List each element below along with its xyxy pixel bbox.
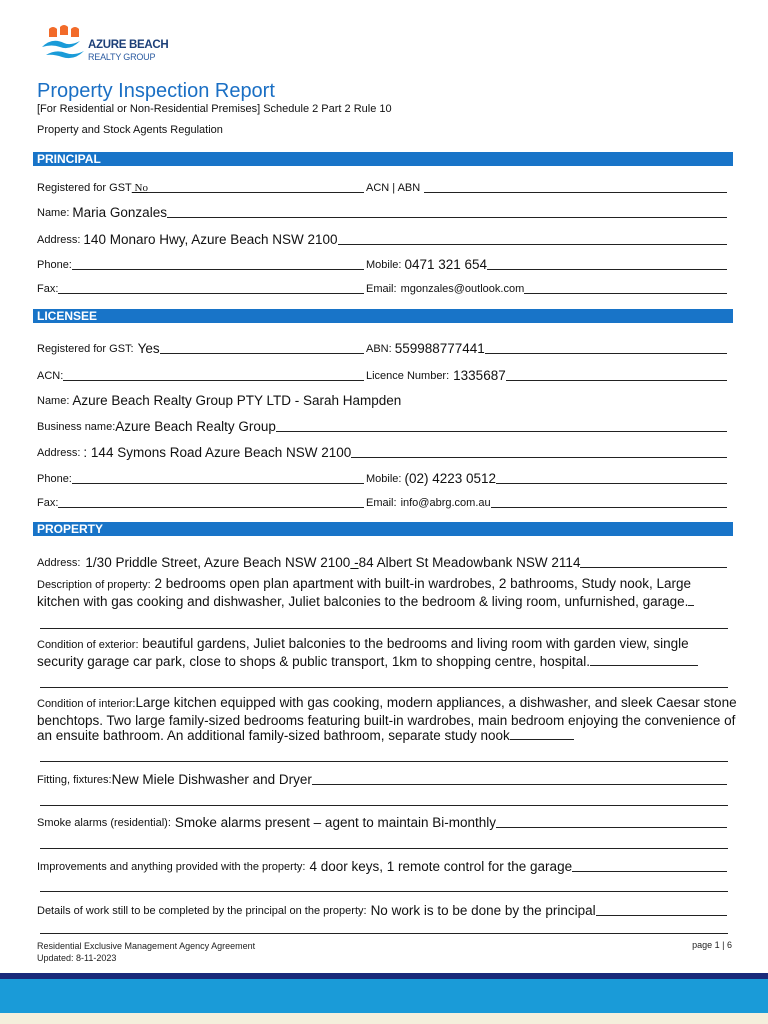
section-heading-principal: PRINCIPAL [33, 152, 733, 166]
field-label: Fitting, fixtures: [37, 774, 112, 786]
property-smoke-alarms-field[interactable] [37, 810, 727, 830]
property-work-field[interactable] [37, 898, 727, 918]
field-value: Maria Gonzales [72, 205, 167, 220]
blank-line [40, 891, 728, 892]
field-label: Improvements and anything provided with the property: [37, 861, 306, 873]
company-logo [40, 25, 169, 65]
principal-fax-field[interactable] [37, 276, 364, 296]
field-label: Address: [37, 557, 81, 569]
property-improvements-field[interactable] [37, 854, 727, 874]
licensee-business-name-field[interactable] [37, 414, 727, 434]
principal-acn-abn-field[interactable] [366, 175, 727, 195]
footer-agreement-name: Residential Exclusive Management Agency Agreement [37, 941, 256, 951]
logo-wordmark: AZURE BEACH [88, 39, 169, 51]
field-label: Smoke alarms (residential): [37, 817, 171, 829]
field-value: 0471 321 654 [404, 257, 488, 272]
principal-email-field[interactable] [366, 276, 727, 296]
blank-line [40, 687, 728, 688]
footer-updated-date: Updated: 8-11-2023 [37, 953, 117, 963]
field-label: Mobile: [366, 473, 402, 485]
blank-line [40, 805, 728, 806]
field-label: Fax: [37, 497, 59, 509]
field-label: Phone: [37, 259, 72, 271]
field-value: Yes [137, 341, 160, 356]
field-value-separator: - [350, 555, 359, 570]
field-label: Name: [37, 395, 70, 407]
section-heading-property: PROPERTY [33, 522, 733, 536]
field-label: Email: [366, 497, 397, 509]
field-label: Address: [37, 234, 81, 246]
field-value: 4 door keys, 1 remote control for the garage [309, 859, 573, 874]
principal-mobile-field[interactable] [366, 252, 727, 272]
field-value: No [134, 182, 148, 194]
page-subtitle: [For Residential or Non-Residential Premises] Schedule 2 Part 2 Rule 10 [37, 103, 392, 115]
field-value: Azure Beach Realty Group [115, 419, 276, 434]
blank-line [40, 848, 728, 849]
footer-page-number: page 1 | 6 [692, 940, 732, 950]
licensee-licence-number-field[interactable] [366, 363, 727, 383]
beach-logo-icon [40, 25, 88, 65]
field-label: Description of property: [37, 579, 151, 591]
field-value: 2 bedrooms open plan apartment with built-in wardrobes, 2 bathrooms, Study nook, Large kitchen with gas cooking and dishwasher, Juliet balconies to the bedroom & living room, unfurnished, garage. [37, 576, 692, 609]
field-value: beautiful gardens, Juliet balconies to the bedrooms and living room with garden view, single security garage car park, close to shops & public transport, 1km to shopping centre, hospital. [37, 636, 689, 669]
blank-line [40, 628, 728, 629]
licensee-email-field[interactable] [366, 490, 727, 510]
licensee-name-field[interactable] [37, 388, 401, 408]
footer-document-info [37, 940, 255, 964]
field-value-secondary: 84 Albert St Meadowbank NSW 2114 [358, 555, 581, 570]
field-label: Fax: [37, 283, 59, 295]
licensee-address-field[interactable] [37, 440, 727, 460]
principal-name-field[interactable] [37, 200, 727, 220]
field-value: mgonzales@outlook.com [400, 283, 525, 295]
field-label: Condition of interior: [37, 698, 136, 710]
section-heading-licensee: LICENSEE [33, 309, 733, 323]
field-label: Mobile: [366, 259, 402, 271]
licensee-fax-field[interactable] [37, 490, 364, 510]
field-label: ABN: [366, 343, 392, 355]
field-label: ACN | ABN [366, 182, 421, 194]
blank-line [40, 933, 728, 934]
licensee-mobile-field[interactable] [366, 466, 727, 486]
footer-stripe-sand [0, 1013, 768, 1024]
licensee-phone-field[interactable] [37, 466, 364, 486]
property-exterior-field[interactable] [37, 636, 737, 669]
field-value: info@abrg.com.au [400, 497, 491, 509]
property-address-field[interactable] [37, 550, 727, 570]
field-label: Business name: [37, 421, 116, 433]
field-value: 1335687 [453, 368, 506, 383]
licensee-gst-field[interactable] [37, 336, 364, 356]
page-subtitle-regulation: Property and Stock Agents Regulation [37, 124, 223, 136]
field-value: : 144 Symons Road Azure Beach NSW 2100 [83, 445, 352, 460]
field-value: Large kitchen equipped with gas cooking, modern appliances, a dishwasher, and sleek Caesar stone benchtops. Two large family-sized bedrooms featuring built-in wardrobes, main bedroom enjoying the convenience of an ensuite bathroom. An additional family-sized bathroom, separate study nook [37, 695, 737, 743]
field-label: Registered for GST [37, 182, 132, 194]
property-description-field[interactable] [37, 576, 737, 609]
field-label: Address: [37, 447, 81, 459]
field-value: New Miele Dishwasher and Dryer [111, 772, 312, 787]
page-title: Property Inspection Report [37, 80, 275, 102]
property-interior-field[interactable] [37, 695, 737, 744]
licensee-abn-field[interactable] [366, 336, 727, 356]
field-label: Registered for GST: [37, 343, 134, 355]
field-label: Details of work still to be completed by the principal on the property: [37, 905, 367, 917]
principal-phone-field[interactable] [37, 252, 364, 272]
field-value: (02) 4223 0512 [404, 471, 497, 486]
field-value: Azure Beach Realty Group PTY LTD - Sarah Hampden [72, 393, 402, 408]
field-value: 559988777441 [394, 341, 485, 356]
field-value: No work is to be done by the principal [370, 903, 596, 918]
field-label: Licence Number: [366, 370, 450, 382]
field-value: Smoke alarms present – agent to maintain Bi-monthly [174, 815, 497, 830]
principal-address-field[interactable] [37, 227, 727, 247]
field-value: 1/30 Priddle Street, Azure Beach NSW 2100 [85, 555, 351, 570]
licensee-acn-field[interactable] [37, 363, 364, 383]
blank-line [40, 761, 728, 762]
field-value: 140 Monaro Hwy, Azure Beach NSW 2100 [83, 232, 338, 247]
field-label: ACN: [37, 370, 64, 382]
field-label: Phone: [37, 473, 72, 485]
field-label: Condition of exterior: [37, 639, 139, 651]
logo-subwordmark: REALTY GROUP [88, 52, 156, 62]
footer-stripe-blue [0, 979, 768, 1013]
principal-gst-field[interactable] [37, 175, 364, 195]
property-fixtures-field[interactable] [37, 767, 727, 787]
field-label: Email: [366, 283, 397, 295]
field-label: Name: [37, 207, 70, 219]
